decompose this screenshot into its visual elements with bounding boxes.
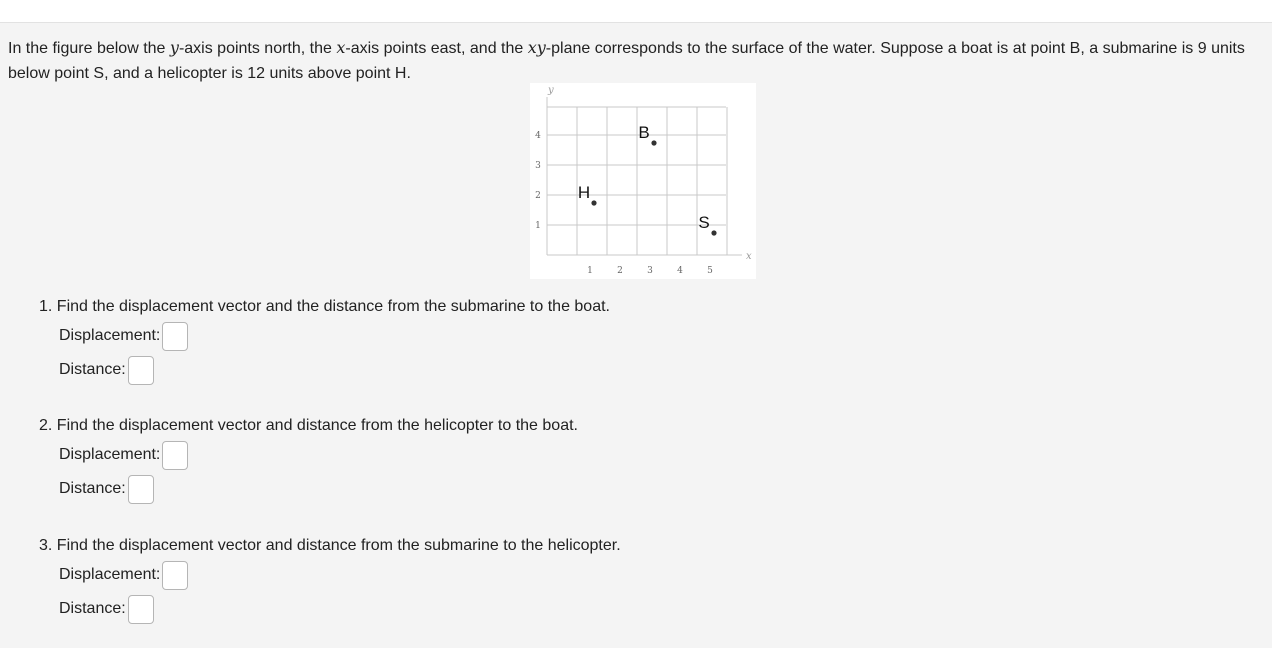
- top-strip: [0, 0, 1272, 23]
- point-b-label: B: [638, 123, 650, 142]
- question-3-displacement-row: [59, 558, 621, 592]
- point-s-marker: [711, 230, 716, 235]
- question-2-text: 2. Find the displacement vector and distance from the helicopter to the boat.: [39, 417, 578, 434]
- question-1-displacement-input[interactable]: [162, 322, 188, 351]
- x-tick-label: 4: [677, 266, 683, 276]
- y-tick-label: 1: [535, 221, 541, 231]
- y-tick-label: 2: [535, 191, 541, 201]
- question-2-displacement-input[interactable]: [162, 441, 188, 470]
- xy-variable: xy: [527, 38, 546, 57]
- coordinate-figure: [530, 83, 756, 279]
- question-1-distance-input[interactable]: [128, 356, 154, 385]
- question-2-displacement-row: [59, 438, 578, 472]
- y-tick-label: 4: [535, 131, 541, 141]
- point-h-label: H: [577, 183, 591, 202]
- intro-text-1: In the figure below the: [8, 40, 170, 57]
- y-variable: y: [169, 38, 179, 57]
- displacement-label: Displacement:: [59, 566, 161, 583]
- distance-label: Distance:: [59, 600, 126, 617]
- problem-intro: [8, 35, 1248, 86]
- x-tick-label: 5: [707, 266, 713, 276]
- displacement-label: Displacement:: [59, 446, 161, 463]
- question-3-text: 3. Find the displacement vector and distance from the submarine to the helicopter.: [39, 537, 621, 554]
- intro-text-4: -plane corresponds to the surface of the water. Suppose a boat is at point B, a submarine is 9 units below point S, and a helicopter is 12 units above point H.: [8, 40, 1245, 82]
- question-1-displacement-row: [59, 319, 610, 353]
- x-tick-labels: [587, 266, 713, 276]
- x-tick-label: 1: [587, 266, 593, 276]
- intro-text-2: -axis points north, the: [178, 40, 337, 57]
- x-tick-label: 2: [617, 266, 623, 276]
- x-tick-label: 3: [647, 266, 653, 276]
- question-2-distance-input[interactable]: [128, 475, 154, 504]
- intro-text-3: -axis points east, and the: [345, 40, 528, 57]
- y-tick-label: 3: [535, 161, 541, 171]
- point-h-marker: [591, 200, 596, 205]
- question-2-distance-row: [59, 472, 578, 506]
- figure-points: [578, 123, 717, 236]
- question-3-distance-row: [59, 592, 621, 626]
- question-1-distance-row: [59, 353, 610, 387]
- distance-label: Distance:: [59, 361, 126, 378]
- question-3: [39, 534, 621, 626]
- point-b-marker: [651, 140, 656, 145]
- distance-label: Distance:: [59, 480, 126, 497]
- displacement-label: Displacement:: [59, 327, 161, 344]
- y-axis-label: y: [548, 85, 554, 96]
- grid-svg: [530, 83, 756, 279]
- point-s-label: S: [698, 213, 710, 232]
- question-1: [39, 295, 610, 387]
- x-variable: x: [336, 38, 346, 57]
- question-3-distance-input[interactable]: [128, 595, 154, 624]
- y-tick-labels: [535, 131, 541, 231]
- question-1-text: 1. Find the displacement vector and the distance from the submarine to the boat.: [39, 298, 610, 315]
- question-3-displacement-input[interactable]: [162, 561, 188, 590]
- question-2: [39, 414, 578, 506]
- x-axis-label: x: [746, 251, 752, 262]
